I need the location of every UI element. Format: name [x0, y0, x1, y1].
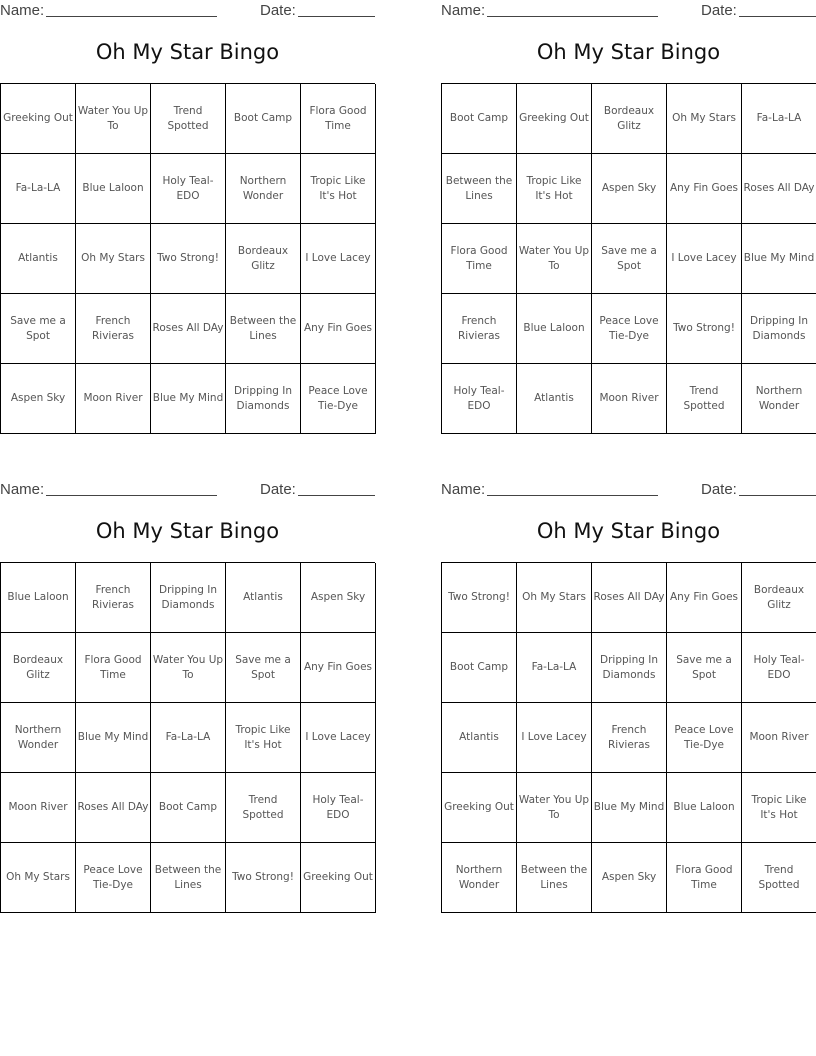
bingo-cell: Moon River [1, 773, 76, 843]
bingo-cell: Boot Camp [226, 84, 301, 154]
bingo-cell: Dripping In Diamonds [592, 633, 667, 703]
bingo-cell: I Love Lacey [301, 703, 376, 773]
name-date-line [441, 0, 816, 22]
bingo-cell: Flora Good Time [442, 224, 517, 294]
bingo-cell: Trend Spotted [151, 84, 226, 154]
bingo-cell: Greeking Out [301, 843, 376, 913]
bingo-cell: Atlantis [517, 364, 592, 434]
card-title: Oh My Star Bingo [95, 40, 280, 64]
bingo-cell: Water You Up To [76, 84, 151, 154]
bingo-cell: Fa-La-LA [742, 84, 816, 154]
name-label: Name: [441, 2, 486, 19]
bingo-cell: Bordeaux Glitz [1, 633, 76, 703]
name-blank [487, 16, 658, 17]
date-label: Date: [701, 2, 737, 19]
card-title: Oh My Star Bingo [536, 519, 721, 543]
bingo-cell: Blue Laloon [76, 154, 151, 224]
bingo-cell: Oh My Stars [667, 84, 742, 154]
bingo-cell: Between the Lines [151, 843, 226, 913]
bingo-cell: Save me a Spot [667, 633, 742, 703]
name-date-line [0, 0, 375, 22]
bingo-cell: Boot Camp [442, 84, 517, 154]
bingo-cell: Between the Lines [517, 843, 592, 913]
bingo-cell: Between the Lines [226, 294, 301, 364]
bingo-cell: Greeking Out [442, 773, 517, 843]
bingo-cell: Blue My Mind [742, 224, 816, 294]
bingo-cell: Blue Laloon [667, 773, 742, 843]
bingo-cell: Fa-La-LA [517, 633, 592, 703]
bingo-cell: Atlantis [1, 224, 76, 294]
bingo-cell: Bordeaux Glitz [742, 563, 816, 633]
bingo-cell: Holy Teal-EDO [151, 154, 226, 224]
bingo-cell: Dripping In Diamonds [226, 364, 301, 434]
bingo-cell: Between the Lines [442, 154, 517, 224]
bingo-cell: Roses All DAy [742, 154, 816, 224]
bingo-cell: Boot Camp [151, 773, 226, 843]
bingo-cell: Dripping In Diamonds [151, 563, 226, 633]
bingo-cell: Aspen Sky [301, 563, 376, 633]
bingo-cell: Holy Teal-EDO [742, 633, 816, 703]
bingo-cell: Water You Up To [517, 224, 592, 294]
bingo-cell: Blue Laloon [517, 294, 592, 364]
bingo-cell: Atlantis [442, 703, 517, 773]
bingo-cell: Trend Spotted [667, 364, 742, 434]
bingo-grid [0, 83, 375, 434]
bingo-cell: Flora Good Time [76, 633, 151, 703]
bingo-cell: Trend Spotted [742, 843, 816, 913]
date-blank [298, 16, 375, 17]
bingo-cell: Peace Love Tie-Dye [592, 294, 667, 364]
bingo-cell: Flora Good Time [667, 843, 742, 913]
bingo-cell: Two Strong! [226, 843, 301, 913]
bingo-cell: Tropic Like It's Hot [517, 154, 592, 224]
bingo-cell: Any Fin Goes [301, 633, 376, 703]
bingo-cell: Boot Camp [442, 633, 517, 703]
bingo-cell: Water You Up To [151, 633, 226, 703]
bingo-cell: Water You Up To [517, 773, 592, 843]
bingo-cell: French Rivieras [442, 294, 517, 364]
bingo-cell: Moon River [592, 364, 667, 434]
name-label: Name: [0, 2, 45, 19]
name-label: Name: [441, 481, 486, 498]
bingo-cell: Two Strong! [667, 294, 742, 364]
date-blank [739, 495, 816, 496]
bingo-cell: Northern Wonder [1, 703, 76, 773]
bingo-cell: Dripping In Diamonds [742, 294, 816, 364]
card-title: Oh My Star Bingo [95, 519, 280, 543]
bingo-cell: Trend Spotted [226, 773, 301, 843]
date-label: Date: [260, 481, 296, 498]
card-title: Oh My Star Bingo [536, 40, 721, 64]
bingo-cell: Flora Good Time [301, 84, 376, 154]
bingo-grid [441, 83, 816, 434]
bingo-cell: Bordeaux Glitz [226, 224, 301, 294]
name-blank [487, 495, 658, 496]
bingo-cell: Peace Love Tie-Dye [76, 843, 151, 913]
bingo-cell: Save me a Spot [592, 224, 667, 294]
bingo-cell: Bordeaux Glitz [592, 84, 667, 154]
bingo-cell: Blue My Mind [592, 773, 667, 843]
bingo-cell: French Rivieras [76, 563, 151, 633]
bingo-cell: Any Fin Goes [667, 154, 742, 224]
bingo-cell: Holy Teal-EDO [301, 773, 376, 843]
bingo-cell: Greeking Out [517, 84, 592, 154]
bingo-cell: Save me a Spot [226, 633, 301, 703]
bingo-cell: I Love Lacey [301, 224, 376, 294]
bingo-cell: Northern Wonder [742, 364, 816, 434]
bingo-cell: Roses All DAy [76, 773, 151, 843]
date-label: Date: [260, 2, 296, 19]
name-date-line [441, 479, 816, 501]
date-blank [298, 495, 375, 496]
bingo-cell: Blue My Mind [76, 703, 151, 773]
bingo-cell: Oh My Stars [517, 563, 592, 633]
bingo-cell: Atlantis [226, 563, 301, 633]
bingo-cell: Peace Love Tie-Dye [667, 703, 742, 773]
bingo-cell: Blue My Mind [151, 364, 226, 434]
bingo-cell: I Love Lacey [517, 703, 592, 773]
bingo-cell: Aspen Sky [1, 364, 76, 434]
bingo-cell: Holy Teal-EDO [442, 364, 517, 434]
name-blank [46, 16, 217, 17]
bingo-cell: Roses All DAy [151, 294, 226, 364]
bingo-cell: Any Fin Goes [667, 563, 742, 633]
bingo-cell: Fa-La-LA [1, 154, 76, 224]
bingo-cell: Moon River [76, 364, 151, 434]
bingo-cell: Northern Wonder [442, 843, 517, 913]
bingo-grid [441, 562, 816, 913]
bingo-cell: Aspen Sky [592, 154, 667, 224]
bingo-grid [0, 562, 375, 913]
bingo-cell: Roses All DAy [592, 563, 667, 633]
bingo-cell: Moon River [742, 703, 816, 773]
bingo-cell: Tropic Like It's Hot [742, 773, 816, 843]
date-label: Date: [701, 481, 737, 498]
bingo-cell: French Rivieras [592, 703, 667, 773]
bingo-cell: Greeking Out [1, 84, 76, 154]
bingo-cell: Peace Love Tie-Dye [301, 364, 376, 434]
bingo-cell: Tropic Like It's Hot [226, 703, 301, 773]
bingo-cell: I Love Lacey [667, 224, 742, 294]
bingo-cell: Northern Wonder [226, 154, 301, 224]
bingo-cell: Fa-La-LA [151, 703, 226, 773]
bingo-cell: Blue Laloon [1, 563, 76, 633]
bingo-cell: Two Strong! [151, 224, 226, 294]
bingo-cell: French Rivieras [76, 294, 151, 364]
bingo-cell: Save me a Spot [1, 294, 76, 364]
bingo-cell: Aspen Sky [592, 843, 667, 913]
name-blank [46, 495, 217, 496]
bingo-cell: Tropic Like It's Hot [301, 154, 376, 224]
bingo-cell: Oh My Stars [76, 224, 151, 294]
name-date-line [0, 479, 375, 501]
name-label: Name: [0, 481, 45, 498]
bingo-cell: Any Fin Goes [301, 294, 376, 364]
date-blank [739, 16, 816, 17]
bingo-cell: Two Strong! [442, 563, 517, 633]
bingo-cell: Oh My Stars [1, 843, 76, 913]
